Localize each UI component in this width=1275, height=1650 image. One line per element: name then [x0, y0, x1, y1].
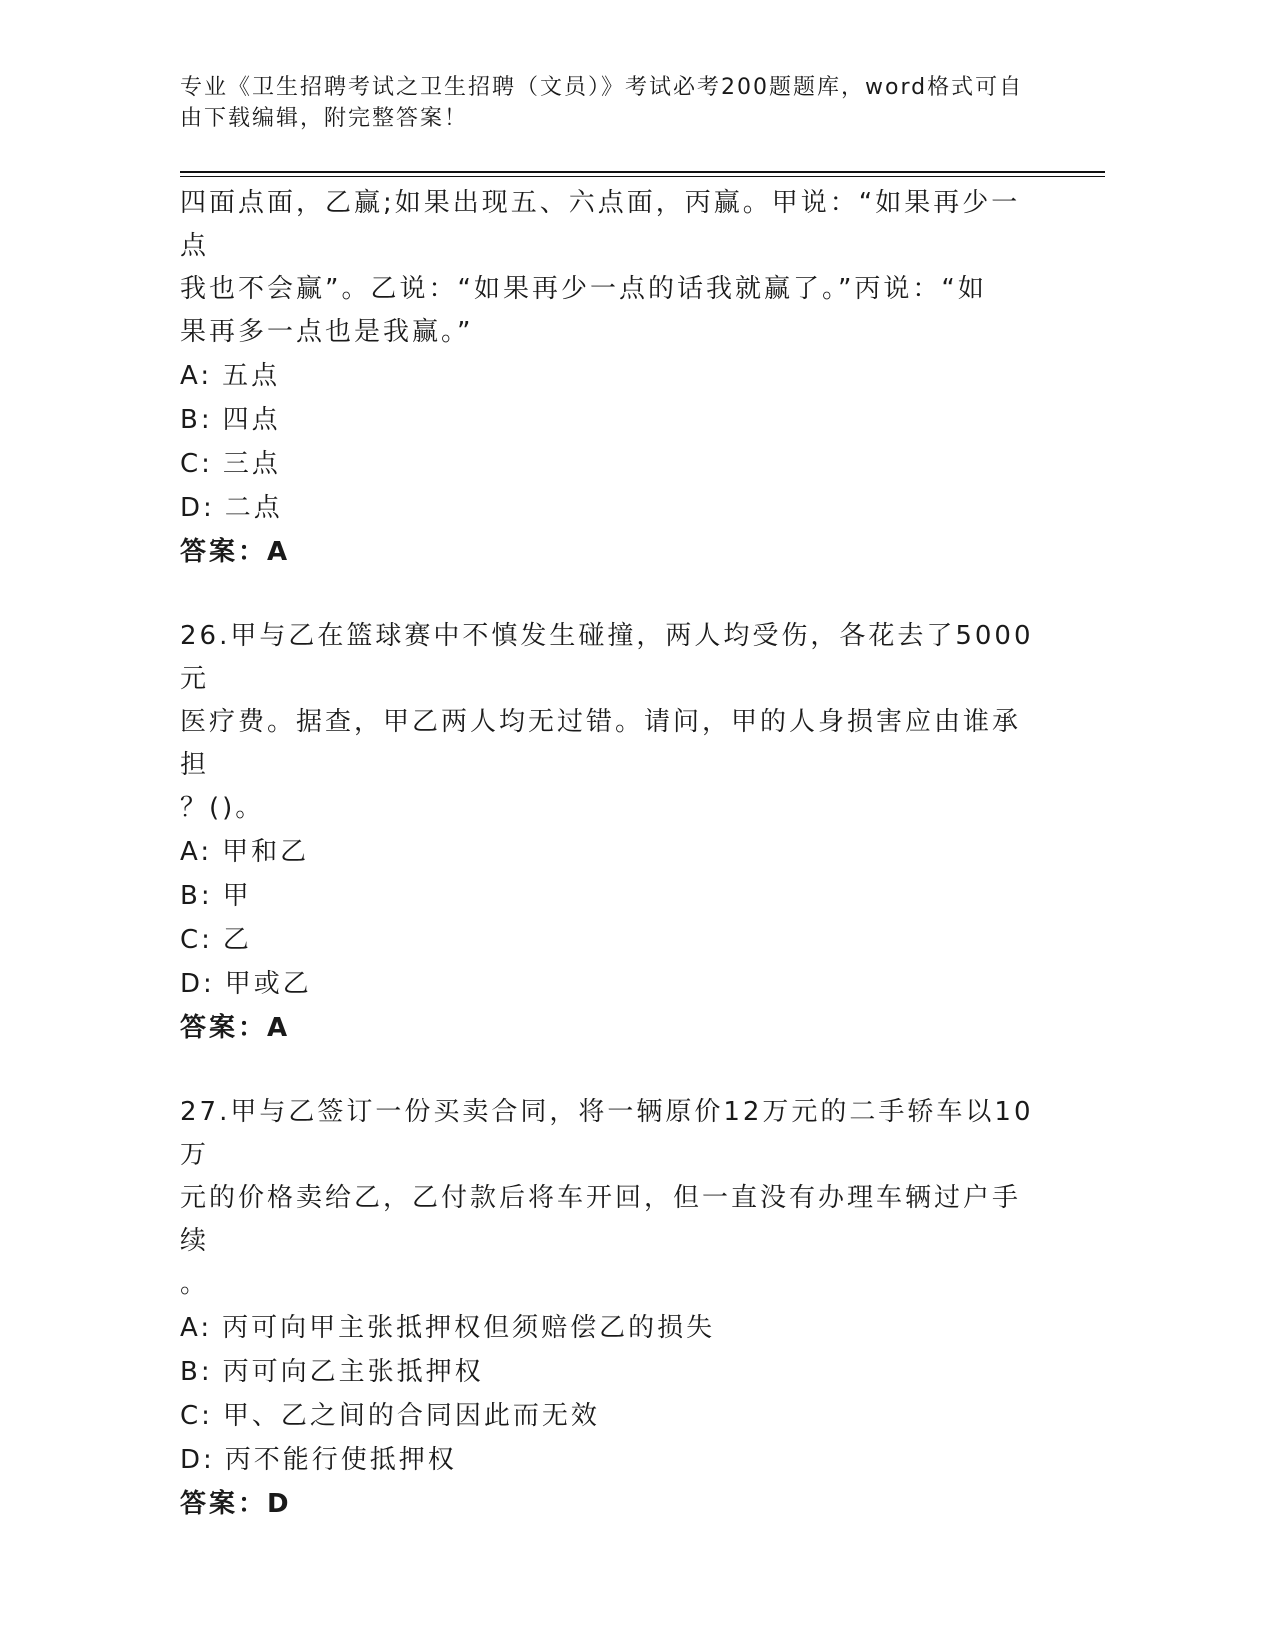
- question-stem-line: 果再多一点也是我赢。”: [180, 317, 474, 347]
- option-c: C: 三点: [180, 449, 281, 479]
- option-letter: C: [180, 1401, 202, 1431]
- question-list: [180, 182, 1040, 1526]
- option-text: 乙: [222, 925, 252, 955]
- option-letter: D: [180, 1445, 204, 1475]
- option-text: 甲或乙: [224, 969, 312, 999]
- option-text: 丙可向甲主张抵押权但须赔偿乙的损失: [222, 1313, 716, 1343]
- option-letter: C: [180, 449, 202, 479]
- question-stem-line: 26.甲与乙在篮球赛中不慎发生碰撞，两人均受伤，各花去了5000元: [180, 621, 1034, 694]
- document-header: [180, 72, 1050, 134]
- question-stem-line: 四面点面，乙赢;如果出现五、六点面，丙赢。甲说：“如果再少一点: [180, 188, 1021, 261]
- question-27: [180, 1091, 1040, 1526]
- option-text: 甲: [222, 881, 252, 911]
- option-a: A: 丙可向甲主张抵押权但须赔偿乙的损失: [180, 1313, 716, 1343]
- answer-line: 答案：A: [180, 537, 291, 567]
- option-letter: C: [180, 925, 202, 955]
- option-text: 丙可向乙主张抵押权: [222, 1357, 484, 1387]
- header-line-2: 由下载编辑，附完整答案！: [180, 106, 469, 131]
- answer-line: 答案：D: [180, 1489, 292, 1519]
- option-a: A: 五点: [180, 361, 281, 391]
- option-letter: B: [180, 881, 201, 911]
- question-stem-line: 医疗费。据查，甲乙两人均无过错。请问，甲的人身损害应由谁承担: [180, 707, 1022, 780]
- question-stem-line: ？()。: [180, 793, 265, 823]
- header-line-1: 专业《卫生招聘考试之卫生招聘（文员）》考试必考200题题库，word格式可自: [180, 75, 1024, 100]
- option-b: B: 甲: [180, 881, 252, 911]
- option-text: 二点: [224, 493, 283, 523]
- option-letter: A: [180, 1313, 201, 1343]
- question-stem-line: 元的价格卖给乙，乙付款后将车开回，但一直没有办理车辆过户手续: [180, 1183, 1022, 1256]
- option-text: 四点: [222, 405, 281, 435]
- option-a: A: 甲和乙: [180, 837, 310, 867]
- header-divider-thick: [180, 171, 1105, 173]
- option-b: B: 丙可向乙主张抵押权: [180, 1357, 484, 1387]
- option-letter: D: [180, 969, 204, 999]
- option-c: C: 甲、乙之间的合同因此而无效: [180, 1401, 600, 1431]
- answer-line: 答案：A: [180, 1013, 291, 1043]
- option-letter: B: [180, 1357, 201, 1387]
- option-c: C: 乙: [180, 925, 252, 955]
- option-text: 甲、乙之间的合同因此而无效: [222, 1401, 600, 1431]
- question-25-continued: [180, 182, 1040, 574]
- option-d: D: 甲或乙: [180, 969, 312, 999]
- option-letter: A: [180, 837, 201, 867]
- question-26: [180, 615, 1040, 1050]
- option-b: B: 四点: [180, 405, 281, 435]
- question-stem-line: 我也不会赢”。乙说：“如果再少一点的话我就赢了。”丙说：“如: [180, 274, 987, 304]
- question-stem-line: 27.甲与乙签订一份买卖合同，将一辆原价12万元的二手轿车以10万: [180, 1097, 1034, 1170]
- option-text: 丙不能行使抵押权: [224, 1445, 457, 1475]
- option-letter: A: [180, 361, 201, 391]
- option-text: 甲和乙: [222, 837, 310, 867]
- option-text: 三点: [222, 449, 281, 479]
- question-stem-line: 。: [180, 1269, 210, 1299]
- option-text: 五点: [222, 361, 281, 391]
- option-d: D: 丙不能行使抵押权: [180, 1445, 457, 1475]
- option-letter: D: [180, 493, 204, 523]
- header-divider-thin: [180, 176, 1105, 177]
- option-d: D: 二点: [180, 493, 283, 523]
- option-letter: B: [180, 405, 201, 435]
